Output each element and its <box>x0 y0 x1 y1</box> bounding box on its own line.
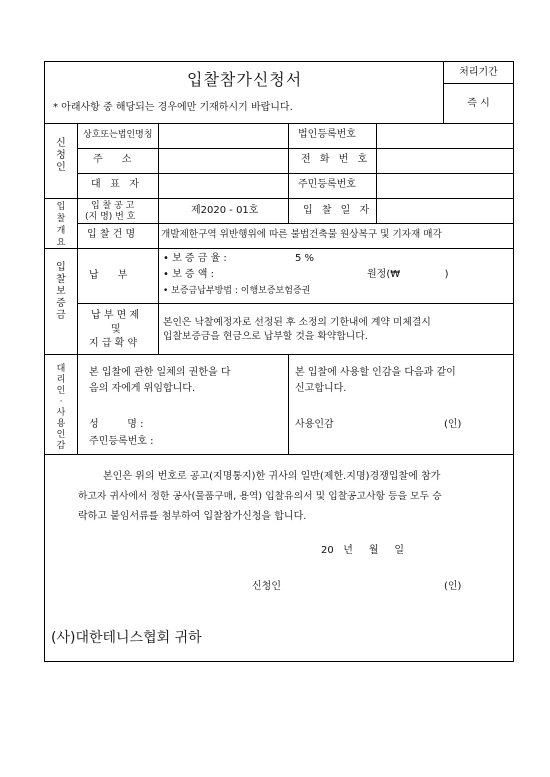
declaration-line-3: 락하고 붙임서류를 첨부하여 입찰참가신청을 합니다. <box>78 511 307 522</box>
divider <box>288 354 289 454</box>
exemption-label-2: 및 <box>111 324 121 335</box>
deposit-pay-label: 납 부 <box>89 270 128 281</box>
divider <box>45 248 514 249</box>
exemption-text-1: 본인은 낙찰예정자로 선정된 후 소정의 기한내에 계약 미체결시 <box>163 317 431 328</box>
representative-label: 대 표 자 <box>91 179 140 190</box>
bid-notice-no-value: 제2020 - 01호 <box>191 205 259 216</box>
signature-date: 20 년 월 일 <box>321 545 405 556</box>
address-label: 주 소 <box>93 154 132 165</box>
bid-notice-no-label: 입 찰 공 고 <box>91 201 135 211</box>
declaration-line-1: 본인은 위의 번호로 공고(지명통지)한 귀사의 일반(제한.지명)경쟁입찰에 참가 <box>103 471 441 482</box>
agent-resident-no-label: 주민등록번호 : <box>89 436 154 447</box>
deposit-amount-label: • 보 증 액 : <box>163 269 214 280</box>
deposit-rate-value: 5 % <box>295 253 315 264</box>
deposit-method: • 보증금납부방법 : 이행보증보험증권 <box>163 286 311 296</box>
divider <box>288 198 289 223</box>
seal-mark: (인) <box>444 419 462 430</box>
bid-subject-value: 개발제한구역 위반행위에 따른 불법건축물 원상복구 및 기자재 매각 <box>161 229 442 240</box>
divider <box>77 223 514 224</box>
section-bid-overview: 입 찰 개 요 <box>56 202 66 248</box>
application-form <box>44 61 514 662</box>
divider <box>158 223 159 248</box>
form-title: 입찰참가신청서 <box>187 70 303 89</box>
delegation-text-2: 음의 자에게 위임합니다. <box>89 383 196 394</box>
phone-label: 전 화 번 호 <box>301 154 371 165</box>
seal-declaration-1: 본 입찰에 사용할 인감을 다음과 같이 <box>295 367 456 378</box>
applicant-seal-mark: (인) <box>444 581 462 592</box>
processing-period-label: 처리기간 <box>459 67 498 78</box>
divider <box>158 198 159 223</box>
addressee: (사)대한테니스협회 귀하 <box>51 630 202 646</box>
deposit-rate-label: • 보 증 금 율 : <box>163 253 227 264</box>
section-applicant: 신 청 인 <box>56 138 66 173</box>
divider <box>158 123 159 198</box>
exemption-label-3: 지 급 확 약 <box>89 338 138 349</box>
section-bid-deposit: 입 찰 보 증 금 <box>56 262 66 321</box>
applicant-signature-label: 신청인 <box>252 581 281 592</box>
divider <box>77 173 514 174</box>
bid-notice-no-label-2: (지 명) 번 호 <box>85 212 136 222</box>
divider <box>158 248 159 354</box>
divider <box>443 83 514 84</box>
exemption-text-2: 입찰보증금을 현금으로 납부할 것을 확약합니다. <box>163 331 368 342</box>
bid-date-label: 입 찰 일 자 <box>303 205 373 216</box>
company-name-label: 상호또는법인명칭 <box>83 130 153 140</box>
corp-reg-no-label: 법인등록번호 <box>298 129 356 140</box>
processing-period-value: 즉 시 <box>467 98 490 109</box>
divider <box>45 354 514 355</box>
divider <box>45 454 514 455</box>
bid-subject-label: 입 찰 건 명 <box>87 229 136 240</box>
divider <box>376 198 377 223</box>
resident-no-label: 주민등록번호 <box>298 179 356 190</box>
divider <box>376 123 377 198</box>
declaration-line-2: 하고자 귀사에서 정한 공사(물품구매, 용역) 입찰유의서 및 입찰공고사항 등을 모두 승 <box>78 491 442 502</box>
section-agent-seal: 대 리 인 · 사 용 인 감 <box>56 364 66 451</box>
agent-name-label: 성 명 : <box>89 419 144 430</box>
divider <box>45 198 514 199</box>
divider <box>45 123 514 124</box>
divider <box>77 303 514 304</box>
delegation-text-1: 본 입찰에 관한 일체의 권한을 다 <box>89 367 231 378</box>
exemption-label-1: 납 부 면 제 <box>91 310 140 321</box>
seal-label: 사용인감 <box>295 419 334 430</box>
seal-declaration-2: 신고합니다. <box>295 383 347 394</box>
divider <box>77 148 514 149</box>
divider <box>288 123 289 198</box>
deposit-amount-value: 원정(₩ ) <box>367 269 449 280</box>
fill-notice: * 아래사항 중 해당되는 경우에만 기재하시기 바랍니다. <box>53 102 293 113</box>
